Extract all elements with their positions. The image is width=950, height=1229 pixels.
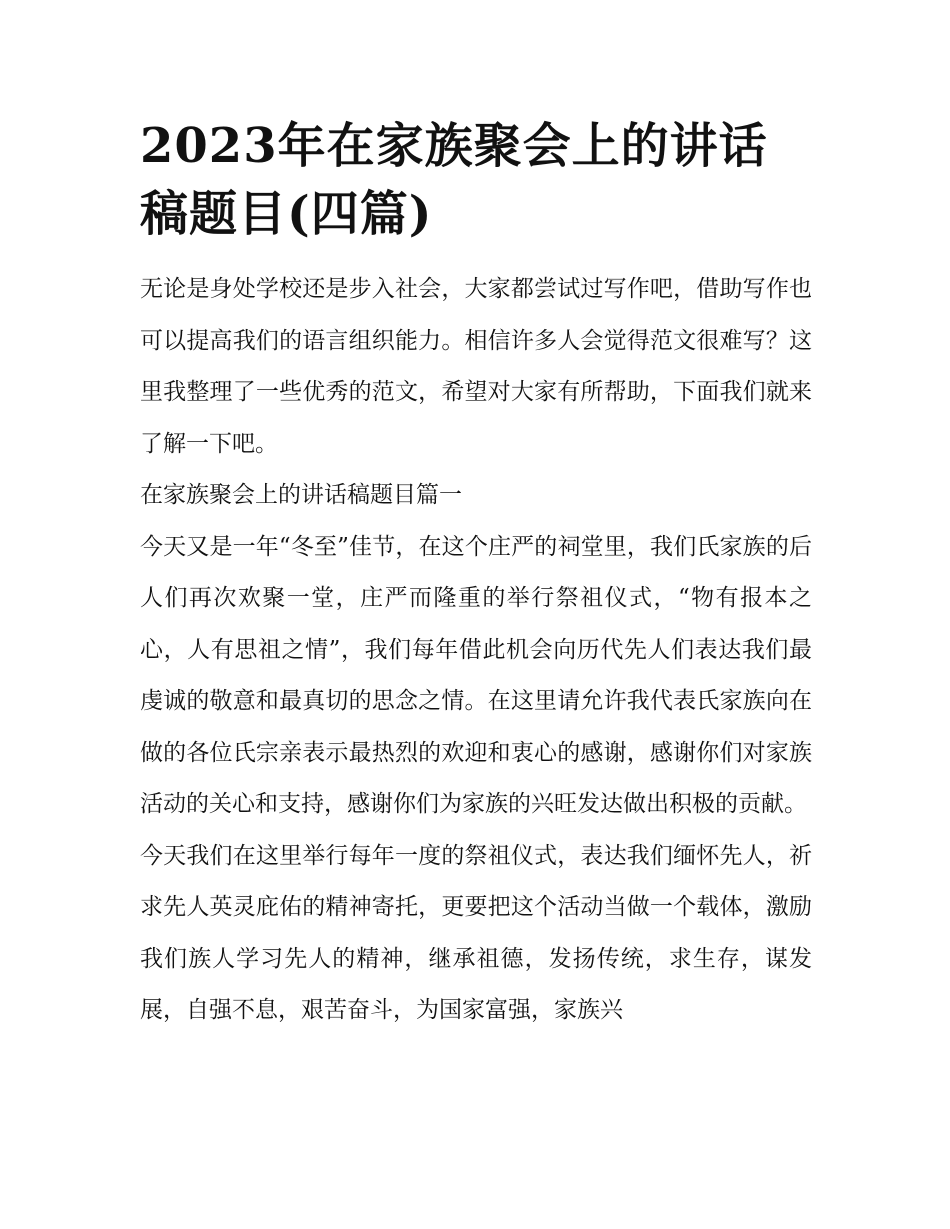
body-paragraph: 今天我们在这里举行每年一度的祭祖仪式，表达我们缅怀先人，祈求先人英灵庇佑的精神寄托，更要把这个活动当做一个载体，激励我们族人学习先人的精神，继承祖德，发扬传统，求生存，谋发展，自强不息，艰苦奋斗，为国家富强，家族兴: [140, 842, 812, 1023]
document-page: [140, 112, 812, 1037]
body-paragraph: 今天又是一年“冬至”佳节，在这个庄严的祠堂里，我们氏家族的后人们再次欢聚一堂，庄严而隆重的举行祭祖仪式，“物有报本之心，人有思祖之情”，我们每年借此机会向历代先人们表达我们最虔诚的敬意和最真切的思念之情。在这里请允许我代表氏家族向在做的各位氏宗亲表示最热烈的欢迎和衷心的感谢，感谢你们对家族活动的关心和支持，感谢你们为家族的兴旺发达做出积极的贡献。: [140, 533, 812, 817]
section-heading: 在家族聚会上的讲话稿题目篇一: [140, 482, 462, 508]
document-title: 2023年在家族聚会上的讲话稿题目(四篇): [140, 118, 768, 242]
intro-paragraph: 无论是身处学校还是步入社会，大家都尝试过写作吧，借助写作也可以提高我们的语言组织能力。相信许多人会觉得范文很难写？这里我整理了一些优秀的范文，希望对大家有所帮助，下面我们就来了解一下吧。: [140, 276, 812, 457]
